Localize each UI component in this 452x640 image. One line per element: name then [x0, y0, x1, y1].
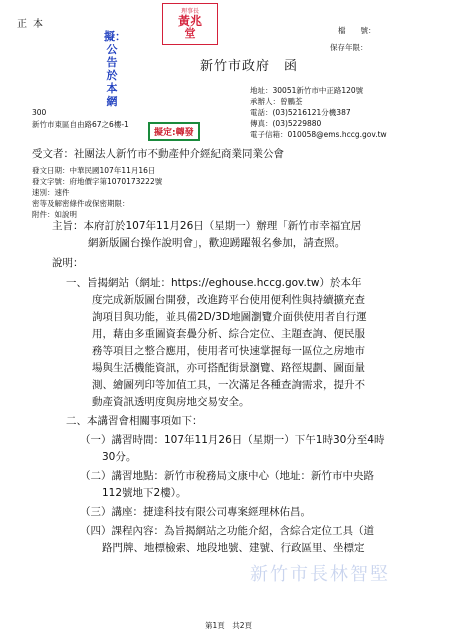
- para1-line-5: 務等項目之整合應用，使用者可快速掌握每一區位之房地市: [92, 345, 365, 357]
- item1-line-1: （一）講習時間：107年11月26日（星期一）下午1時30分至4時: [80, 434, 385, 446]
- retention-label: 保存年限：: [330, 43, 368, 52]
- contact-email: 電子信箱：010058@ems.hccg.gov.tw: [250, 130, 387, 139]
- subject-line-1: 主旨：本府訂於107年11月26日（星期一）辦理「新竹市幸福宜居: [52, 220, 362, 232]
- para2-title: 二、本講習會相關事項如下：: [66, 415, 203, 427]
- stamp-title: 理事長: [180, 8, 199, 15]
- explain-label: 說明：: [52, 257, 84, 269]
- para1-line-4: 用，藉由多重圖資套疊分析、綜合定位、主題查詢、便民服: [92, 328, 365, 340]
- item4-line-2: 路門牌、地標檢索、地段地號、建號、行政區里、坐標定: [102, 542, 365, 554]
- para1-line-8: 動產資訊透明度與房地交易安全。: [92, 396, 250, 408]
- mayor-signature-stamp: 新竹市長林智堅: [250, 564, 390, 585]
- contact-phone: 電話：(03)5216121分機387: [250, 108, 351, 117]
- copy-mark: 正本: [17, 19, 49, 30]
- doc-number: 發文字號：府地價字第1070173222號: [32, 177, 163, 186]
- green-approval-stamp: 擬定:轉發: [148, 122, 200, 141]
- contact-address: 地址：30051新竹市中正路120號: [250, 86, 364, 95]
- chairman-red-stamp: [162, 3, 218, 45]
- org-title: 新竹市政府 函: [200, 59, 299, 74]
- classification: 密等及解密條件或保密期限：: [32, 199, 130, 208]
- subject-line-2: 網新版圖台操作說明會」，歡迎踴躍報名參加，請查照。: [88, 237, 346, 249]
- speed: 速別：速件: [32, 188, 70, 197]
- para1-line-2: 度完成新版圖台開發，改進跨平台使用便利性與持續擴充查: [92, 294, 365, 306]
- page-footer: 第1頁 共2頁: [205, 621, 253, 630]
- item3-line: （三）講座：捷達科技有限公司專案經理林佑昌。: [80, 506, 311, 518]
- stamp-name-1: 黃兆: [177, 14, 202, 28]
- item2-line-2: 112號地下2樓）。: [102, 487, 187, 499]
- para1-line-6: 場與生活機能資訊，亦可搭配街景瀏覽、路徑規劃、圖面量: [92, 362, 365, 374]
- para1-line-3: 詢項目與功能，並具備2D/3D地圖瀏覽介面供使用者自行運: [92, 311, 367, 323]
- stamp-name-2: 堂: [184, 27, 196, 40]
- item2-line-1: （二）講習地點：新竹市稅務局文康中心（地址：新竹市中央路: [80, 470, 374, 482]
- date-line: 發文日期：中華民國107年11月16日: [32, 166, 156, 175]
- attachment: 附件：如說明: [32, 210, 77, 219]
- contact-fax: 傳真：(03)5229880: [250, 119, 322, 128]
- file-number-label: 檔 號：: [338, 26, 376, 35]
- para1-line-7: 測、繪圖列印等加值工具，一次滿足各種查詢需求，提升不: [92, 379, 365, 391]
- item1-line-2: 30分。: [102, 451, 137, 463]
- blue-draft-stamp: 擬：公告於本網: [104, 30, 126, 108]
- para1-line-1: 一、旨揭網站（網址：https://eghouse.hccg.gov.tw）於本年: [66, 277, 362, 289]
- recipient-address: 新竹市東區自由路67之6樓-1: [32, 120, 129, 129]
- item4-line-1: （四）課程內容：為旨揭網站之功能介紹，含綜合定位工具（道: [80, 525, 374, 537]
- recipient-line: 受文者：社團法人新竹市不動產仲介經紀商業同業公會: [32, 148, 284, 160]
- contact-officer: 承辦人：曾鵬荃: [250, 97, 303, 106]
- postal-code: 300: [32, 108, 47, 117]
